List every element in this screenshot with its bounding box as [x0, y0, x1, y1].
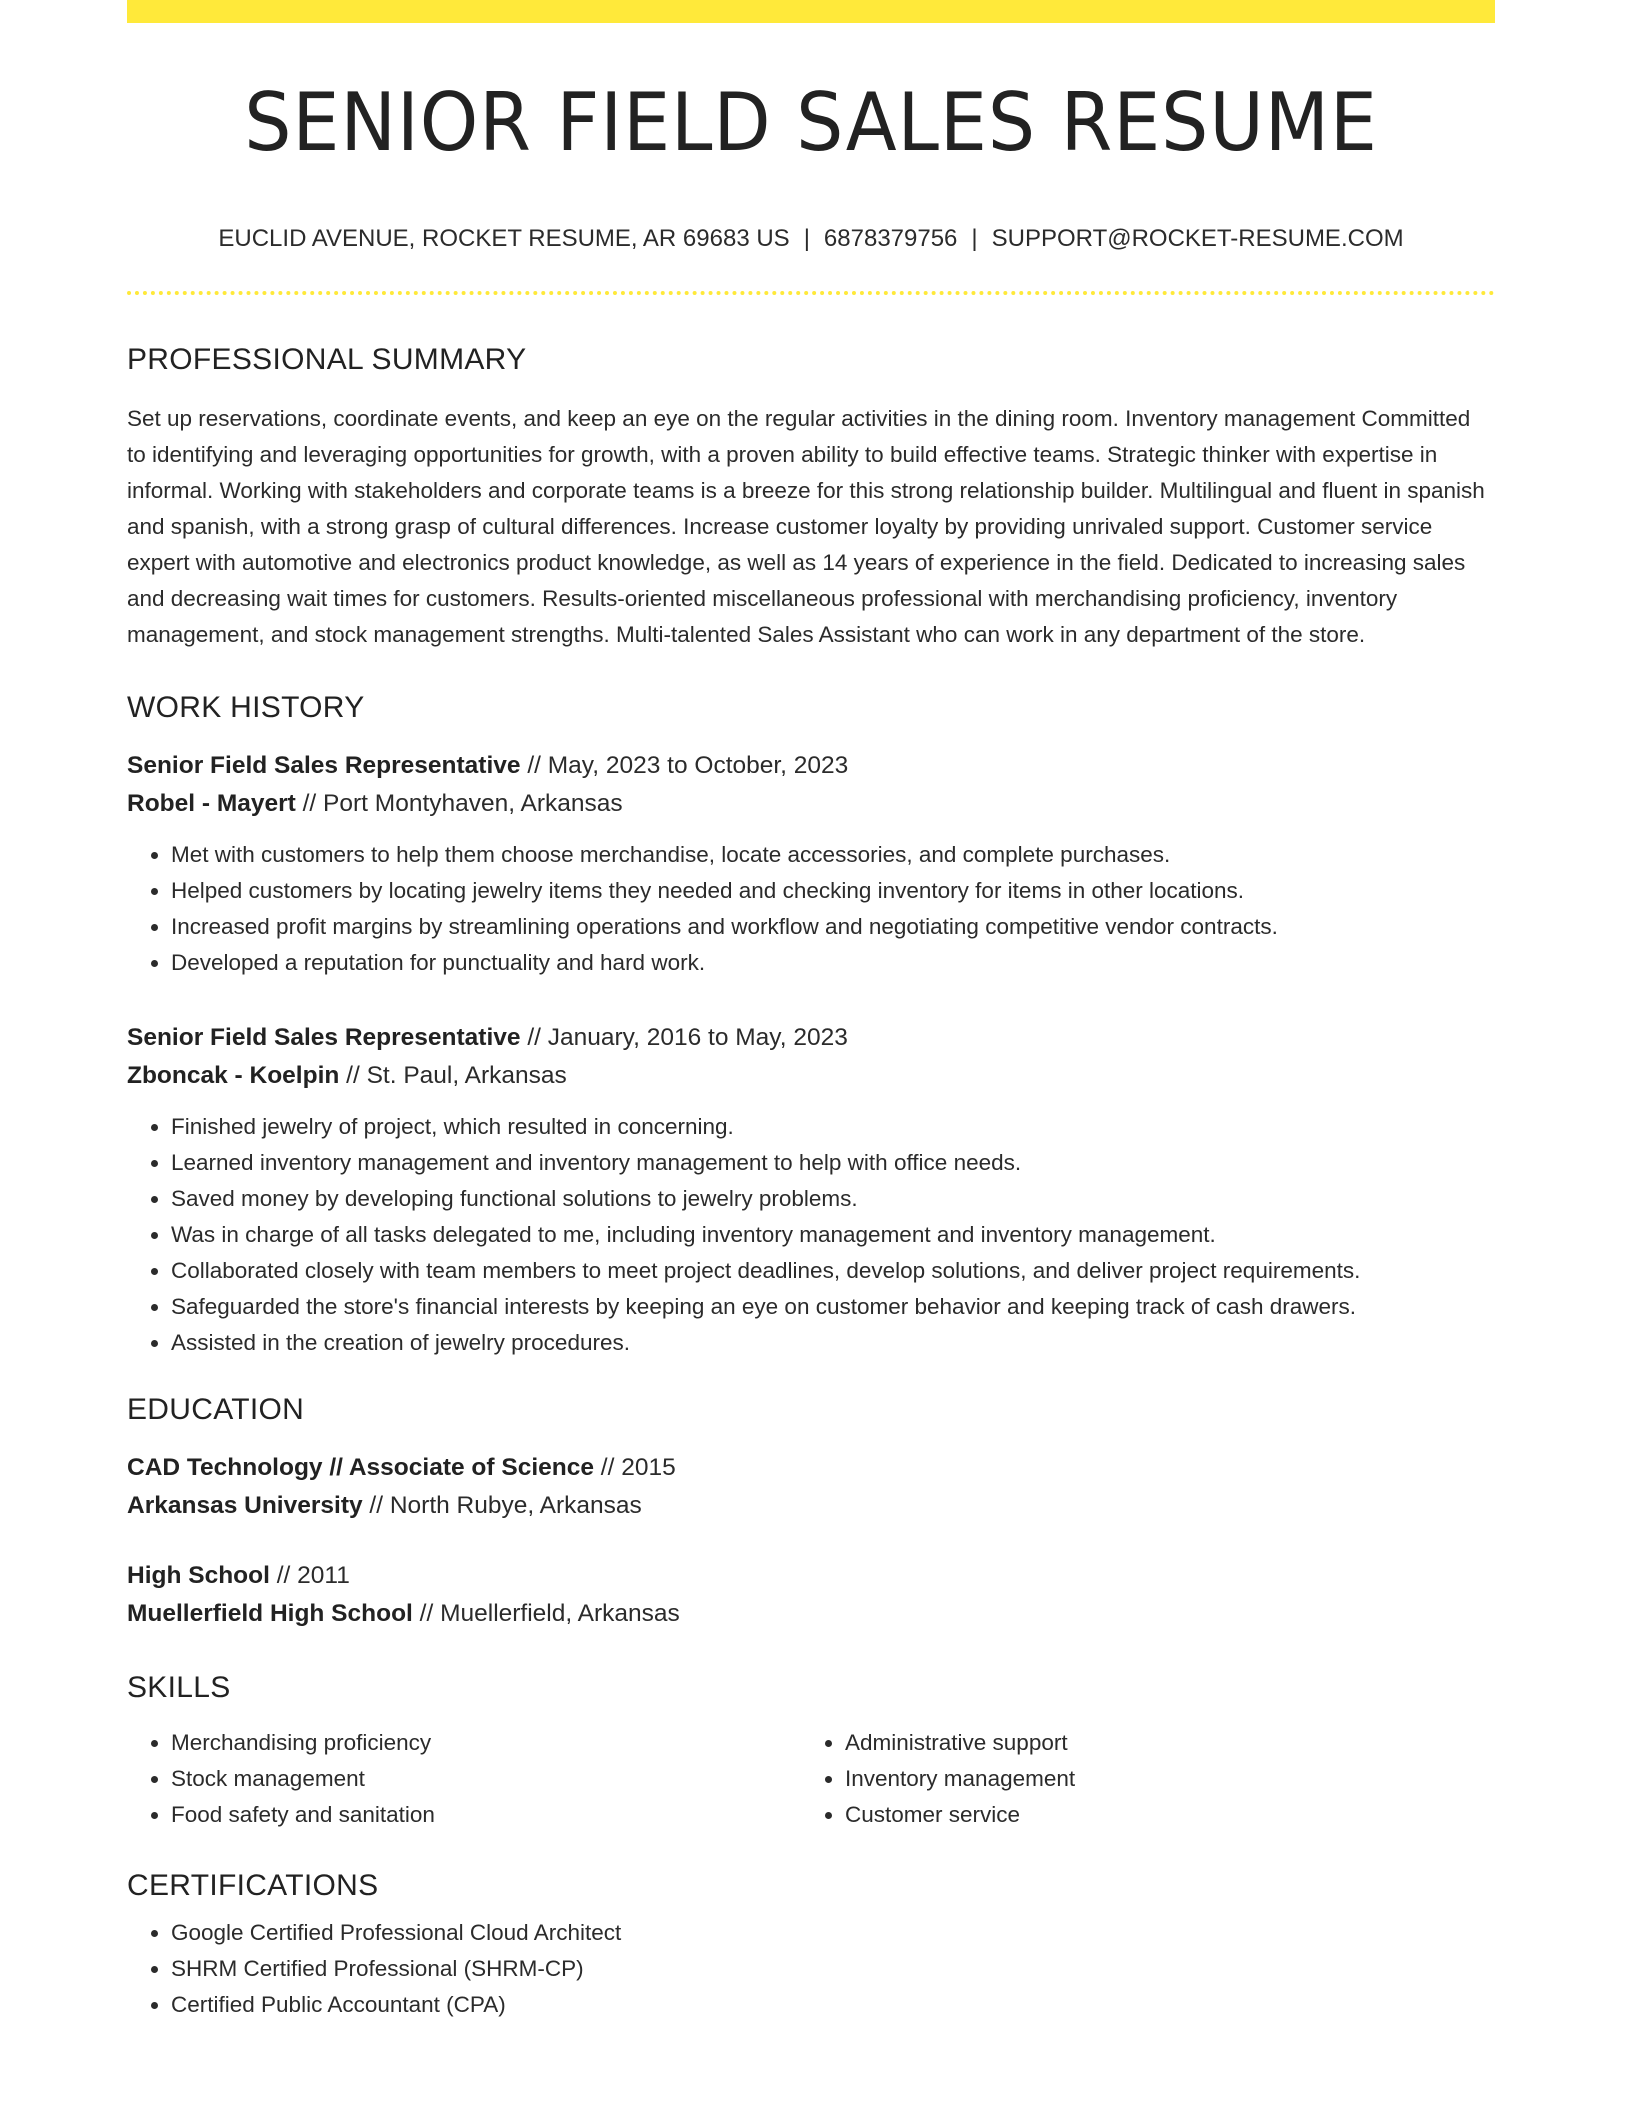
- job-location: // St. Paul, Arkansas: [339, 1062, 567, 1089]
- contact-line: [127, 227, 1495, 251]
- job-company-line: [127, 1057, 1495, 1095]
- list-item: • Inventory management: [845, 1761, 1475, 1797]
- list-item: • Stock management: [171, 1761, 801, 1797]
- education-school: Arkansas University: [127, 1492, 363, 1519]
- education-heading: EDUCATION: [127, 1393, 305, 1426]
- list-item: • Finished jewelry of project, which resulted in concerning.: [171, 1109, 1495, 1145]
- list-item: • Food safety and sanitation: [171, 1797, 801, 1833]
- list-item: • Helped customers by locating jewelry items they needed and checking inventory for items in other locations.: [171, 873, 1495, 909]
- work-history-heading: WORK HISTORY: [127, 691, 365, 724]
- list-item: • Administrative support: [845, 1725, 1475, 1761]
- skills-heading: SKILLS: [127, 1671, 231, 1704]
- contact-phone: 6878379756: [823, 225, 958, 252]
- job-company-line: [127, 785, 1495, 823]
- resume-page: [127, 0, 1495, 2112]
- list-item: • Customer service: [845, 1797, 1475, 1833]
- education-school: Muellerfield High School: [127, 1600, 413, 1627]
- dotted-divider: [127, 291, 1495, 295]
- education-school-line: [127, 1487, 1495, 1525]
- education-location: // North Rubye, Arkansas: [362, 1492, 642, 1519]
- certifications-list: [127, 1915, 1495, 2023]
- skills-grid: [127, 1725, 1495, 1833]
- resume-title: SENIOR FIELD SALES RESUME: [244, 76, 1378, 169]
- skills-list-left: [127, 1725, 801, 1833]
- job-company: Zboncak - Koelpin: [127, 1062, 340, 1089]
- education-year: // 2015: [593, 1454, 676, 1481]
- contact-email[interactable]: SUPPORT@ROCKET-RESUME.COM: [991, 225, 1404, 252]
- education-degree-line: [127, 1449, 1495, 1487]
- list-item: • Merchandising proficiency: [171, 1725, 801, 1761]
- education-entry: [127, 1557, 1495, 1633]
- contact-separator: |: [803, 225, 810, 252]
- list-item: • SHRM Certified Professional (SHRM-CP): [171, 1951, 1495, 1987]
- job-entry: [127, 747, 1495, 981]
- list-item: • Google Certified Professional Cloud Architect: [171, 1915, 1495, 1951]
- job-location: // Port Montyhaven, Arkansas: [295, 790, 623, 817]
- top-accent-bar: [127, 0, 1495, 23]
- job-bullet-list: [127, 837, 1495, 981]
- job-dates: // May, 2023 to October, 2023: [520, 752, 849, 779]
- education-degree: CAD Technology // Associate of Science: [127, 1454, 594, 1481]
- list-item: • Saved money by developing functional solutions to jewelry problems.: [171, 1181, 1495, 1217]
- certifications-heading: CERTIFICATIONS: [127, 1869, 379, 1902]
- list-item: • Assisted in the creation of jewelry procedures.: [171, 1325, 1495, 1361]
- education-degree-line: [127, 1557, 1495, 1595]
- job-bullet-list: [127, 1109, 1495, 1361]
- education-year: // 2011: [269, 1562, 350, 1589]
- contact-separator: |: [971, 225, 978, 252]
- education-degree: High School: [127, 1562, 270, 1589]
- job-company: Robel - Mayert: [127, 790, 296, 817]
- list-item: • Learned inventory management and inventory management to help with office needs.: [171, 1145, 1495, 1181]
- job-title-line: [127, 747, 1495, 785]
- skills-list-right: [801, 1725, 1475, 1833]
- job-dates: // January, 2016 to May, 2023: [520, 1024, 848, 1051]
- list-item: • Developed a reputation for punctuality and hard work.: [171, 945, 1495, 981]
- list-item: • Increased profit margins by streamlining operations and workflow and negotiating competitive vendor contracts.: [171, 909, 1495, 945]
- list-item: • Safeguarded the store's financial interests by keeping an eye on customer behavior and keeping track of cash drawers.: [171, 1289, 1495, 1325]
- summary-heading: PROFESSIONAL SUMMARY: [127, 343, 527, 376]
- list-item: • Collaborated closely with team members to meet project deadlines, develop solutions, and deliver project requirements.: [171, 1253, 1495, 1289]
- job-entry: [127, 1019, 1495, 1361]
- list-item: • Met with customers to help them choose merchandise, locate accessories, and complete purchases.: [171, 837, 1495, 873]
- education-entry: [127, 1449, 1495, 1525]
- job-title: Senior Field Sales Representative: [127, 752, 521, 779]
- education-school-line: [127, 1595, 1495, 1633]
- list-item: • Was in charge of all tasks delegated to me, including inventory management and inventory management.: [171, 1217, 1495, 1253]
- job-title: Senior Field Sales Representative: [127, 1024, 521, 1051]
- contact-address: EUCLID AVENUE, ROCKET RESUME, AR 69683 US: [218, 225, 790, 252]
- education-location: // Muellerfield, Arkansas: [412, 1600, 680, 1627]
- list-item: • Certified Public Accountant (CPA): [171, 1987, 1495, 2023]
- job-title-line: [127, 1019, 1495, 1057]
- summary-text: Set up reservations, coordinate events, and keep an eye on the regular activities in the dining room. Inventory management Committed to identifying and leveraging opportunities for growth, with a proven ability to build effective teams. Strategic thinker with expertise in informal. Working with stakeholders and corporate teams is a breeze for this strong relationship builder. Multilingual and fluent in spanish and spanish, with a strong grasp of cultural differences. Increase customer loyalty by providing unrivaled support. Customer service expert with automotive and electronics product knowledge, as well as 14 years of experience in the field. Dedicated to increasing sales and decreasing wait times for customers. Results-oriented miscellaneous professional with merchandising proficiency, inventory management, and stock management strengths. Multi-talented Sales Assistant who can work in any department of the store.: [127, 406, 1485, 647]
